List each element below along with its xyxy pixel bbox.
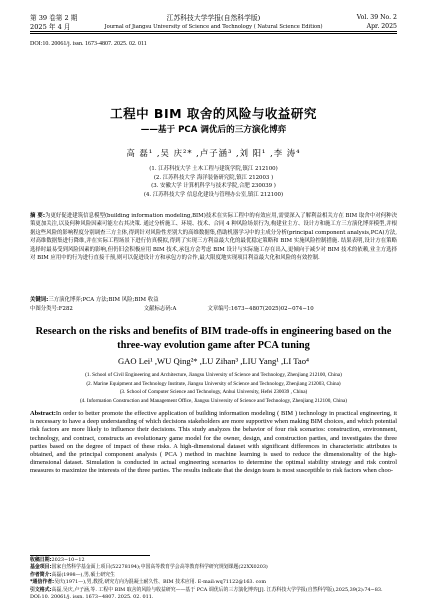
date-zh: 2025 年 4 月 <box>30 23 71 31</box>
volume-en: Vol. 39 No. 2 <box>356 14 397 21</box>
journal-title-zh: 江苏科技大学学报(自然科学版) <box>166 14 261 22</box>
title-zh: 工程中 BIM 取舍的风险与收益研究 <box>110 106 317 121</box>
keywords-zh-text: 三方演化博弈;PCA 方法;BIM 风险;BIM 收益 <box>48 297 159 303</box>
affiliation-en-4: (4. Information Construction and Management Office, Jiangsu University of Science and Technology, Zhenjiang 212100, China) <box>79 397 348 404</box>
footnote-received: 收稿日期:2023−10−12 <box>30 557 85 563</box>
affiliation-en-1: (1. School of Civil Engineering and Architecture, Jiangsu University of Science and Technology, Zhenjiang 212100, China) <box>85 372 342 378</box>
abstract-zh-text: 为更好促进建筑信息模型(building information modeling,BIM)技术在实际工程中的有效应用,需要深入了解利益相关方在 BIM 取舍中对何种决策更加关注,以及何种风险因素可能左右其决策. 通过分析施工、环境、技术、合同 4 种风险场景行为,构建业主方、设计方和施工方三方演化博弈模型,并根据这些风险的影响程度分别调查三方主体,得到针对风险性差别大的高维数据集,借助机器学习中的主成分分析(principal component analysis,PCA)方法,对高维数据集进行降维,并在实际工程场景下进行仿真模拟,得到了实现三方利益最大化的最优稳定策略和 BIM 实施风险控制措施. 结果表明,设计方在策略选择时最易受到风险因素的影响,但仍旧会积极应用 BIM 技术,承包方会考虑 BIM 设计与实际施工存在出入,更倾向于减少对 BIM 技术的依赖,业主方选择对 BIM 应用中的行为进行直接干预,则可以促进设计方和承包方的合作,最大限度地实现项目利益最大化和风险的有效控制. <box>30 213 397 262</box>
affiliation-zh-4: (4. 江苏科技大学 信息化建设与管理办公室,镇江 212100) <box>143 191 284 198</box>
affiliation-en-3: (3. School of Computer Science and Technology, Anhui University, Hefei 230039 , China) <box>119 389 308 395</box>
affiliation-zh-1: (1. 江苏科技大学 土木工程与建筑学院,镇江 212100) <box>149 166 278 172</box>
footnote-rule <box>30 555 150 556</box>
keywords-zh-label: 关键词: <box>30 297 49 303</box>
document-code: 文献标志码:A <box>143 306 177 312</box>
journal-title-en: Journal of Jiangsu University of Science and Technology ( Natural Science Edition) <box>104 24 323 30</box>
affiliations-zh <box>30 165 397 199</box>
affiliation-zh-3: (3. 安徽大学 计算机科学与技术学院,合肥 230039 ) <box>151 183 276 189</box>
header-rule <box>30 31 397 32</box>
date-en: Apr. 2025 <box>366 23 397 30</box>
footnote-fund: 基金项目:国家自然科学基金面上项目(52278194);中国高等教育学会高等教育科学研究规划课题(22XX0203) <box>30 564 268 571</box>
abstract-zh-label: 摘 要: <box>30 213 45 219</box>
authors-en: GAO Lei¹ ,WU Qing²* ,LU Zihan³ ,LIU Yang¹ ,LI Tao⁴ <box>117 356 310 366</box>
header-rule-thin <box>30 33 397 34</box>
abstract-en <box>30 410 397 476</box>
article-number: 文章编号:1673−4807(2025)02−074−10 <box>207 306 314 312</box>
abstract-en-text: In order to better promote the effective application of building information modeling ( BIM ) technology in practical engineering, it is necessary to have a deep understanding of which decisions stakeholders are more supportive when making BIM choices, and which potential risk factors are more likely to influence their decisions. This study analyzes the behavior of four risk scenarios: construction, environment, technology, and contract, constructs an evolutionary game model for the owner, design, and construction parties, and investigates the three parties based on the degree of impact of these risks. A high-dimensional dataset with significant differences in characteristic attributes is obtained, and the principal component analysis ( PCA ) method in machine learning is used to reduce the dimensionality of the high-dimensional dataset. Simulation is conducted in actual engineering scenarios to determine the optimal stability strategy and risk control measures to maximize the interests of the three parties. The results indicate that the design team is most susceptible to risk factors when choo- <box>30 410 397 475</box>
doi: DOI:10. 20061/j. issn. 1673-4807. 2025. 02. 011 <box>30 41 147 47</box>
subtitle-zh: ——基于 PCA 调优后的三方演化博弈 <box>140 125 287 135</box>
footnotes <box>30 557 397 601</box>
footnote-corresponding: *通信作者:吴庆(1971—),男,教授,研究方向为混凝土耐久性、BIM 技术应用. E-mail:wq71122@163. com <box>30 579 266 586</box>
affiliation-zh-2: (2. 江苏科技大学 海洋装备研究院,镇江 212003 ) <box>153 174 274 181</box>
abstract-en-label: Abstract: <box>30 410 56 417</box>
issue-zh: 第 39 卷第 2 期 <box>30 14 78 22</box>
footnote-author: 作者简介:高磊(1998—),男,硕士研究生 <box>30 571 115 578</box>
affiliation-en-2: (2. Marine Equipment and Technology Institute, Jiangsu University of Science and Technology, Zhenjiang 212003, China) <box>86 380 341 387</box>
abstract-zh <box>30 212 397 262</box>
keywords-zh <box>30 296 397 304</box>
clc-number: 中图分类号:F282 <box>30 306 73 312</box>
footnote-citation: 引文格式:高磊,吴庆,卢子涵,等. 工程中 BIM 取舍的风险与收益研究——基于 PCA 调优后的三方演化博弈[J]. 江苏科技大学学报(自然科学版),2025,39(2):74−83. DOI:10. 20061/j. issn. 1673−4807. 2025. 02. 011. <box>30 586 383 601</box>
classification-row <box>30 305 397 313</box>
title-en: Research on the risks and benefits of BIM trade-offs in engineering based on the three-way evolution game after PCA tuning <box>35 326 392 351</box>
affiliations-en <box>30 371 397 405</box>
authors-zh: 高 磊¹ ,吴 庆²* ,卢子涵³ ,刘 阳¹ ,李 涛⁴ <box>126 148 301 158</box>
